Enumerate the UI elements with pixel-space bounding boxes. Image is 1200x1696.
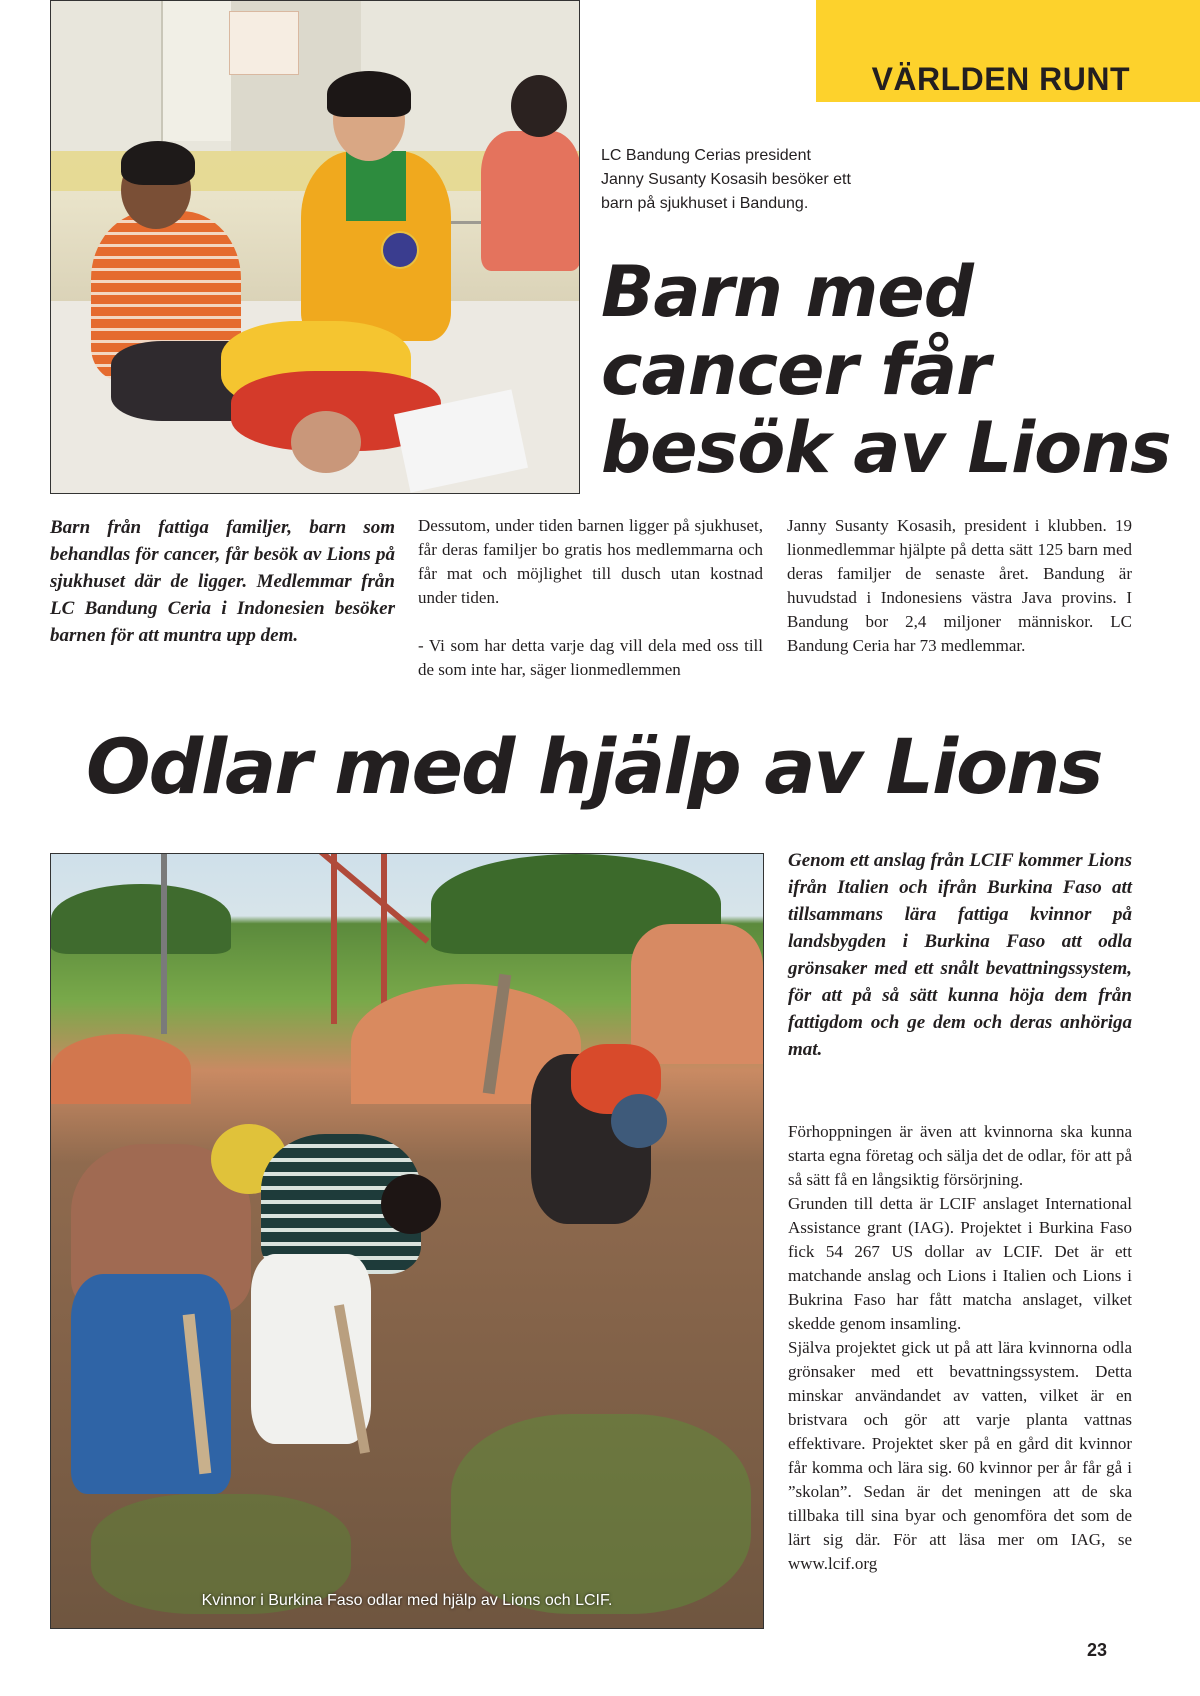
farming-photo (50, 853, 764, 1629)
article2-paragraph: Själva projektet gick ut på att lära kvinnorna odla grönsaker med ett bevattningssystem. Detta minskar användandet av vatten, vilket är en bristvara och gör att varje planta vattnas effektivare. Projektet sker på en gård dit kvinnor får komma och lära sig. 60 kvinnor per år får gå i ”skolan”. Sedan är det meningen att de ska tillbaka till sina byar och genomföra det som de lärt sig där. För att läsa mer om IAG, se www.lcif.org (788, 1338, 1132, 1573)
article2-body (788, 1120, 1132, 1576)
page-number: 23 (1087, 1640, 1108, 1660)
section-label: VÄRLDEN RUNT (871, 61, 1130, 97)
article1-paragraph: Dessutom, under tiden barnen ligger på sjukhuset, får deras familjer bo gratis hos medlemmarna och får mat och möjlighet till dusch utan kostnad under tiden. (418, 516, 763, 607)
article2-photo-caption: Kvinnor i Burkina Faso odlar med hjälp av Lions och LCIF. (201, 1592, 613, 1609)
article2-lead: Genom ett anslag från LCIF kommer Lions ifrån Italien och ifrån Burkina Faso att tillsammans lära fattiga kvinnor på landsbygden i Burkina Faso att odla grönsaker med ett snålt bevattningssystem, för att på så sätt kunna höja dem från fattigdom och ge dem och deras anhöriga mat. (788, 850, 1132, 1060)
article1-paragraph: - Vi som har detta varje dag vill dela med oss till de som inte har, säger lionmedlemmen (418, 636, 763, 679)
article1-paragraph: Janny Susanty Kosasih, president i klubben. 19 lionmedlemmar hjälpte på detta sätt 125 barn med deras familjer de senaste året. Bandung är huvudstad i Indonesiens västra Java provins. I Bandung bor 2,4 miljoner människor. LC Bandung Ceria har 73 medlemmar. (787, 516, 1132, 655)
article1-column-2 (418, 514, 763, 682)
article2-headline: Odlar med hjälp av Lions (86, 722, 1102, 811)
section-banner (816, 0, 1200, 102)
article1-headline: Barn med cancer får besök av Lions (601, 251, 1171, 489)
article1-column-3 (787, 514, 1132, 658)
article1-lead: Barn från fattiga familjer, barn som behandlas för cancer, får besök av Lions på sjukhuset där de ligger. Medlemmar från LC Bandung Ceria i Indonesien besöker barnen för att muntra upp dem. (50, 517, 395, 646)
article1-photo-caption: LC Bandung Cerias president Janny Susanty Kosasih besöker ett barn på sjukhuset i Bandung. (601, 147, 851, 212)
article2-paragraph: Förhoppningen är även att kvinnorna ska kunna starta egna företag och sälja det de odlar, för att på så sätt få en långsiktig försörjning. (788, 1122, 1132, 1189)
article2-paragraph: Grunden till detta är LCIF anslaget International Assistance grant (IAG). Projektet i Burkina Faso fick 54 267 US dollar av LCIF. Det är ett matchande anslag och Lions i Italien och Lions i Bukrina Faso har fått matcha anslaget, vilket skedde genom insamling. (788, 1194, 1132, 1333)
hospital-visit-photo (50, 0, 580, 494)
